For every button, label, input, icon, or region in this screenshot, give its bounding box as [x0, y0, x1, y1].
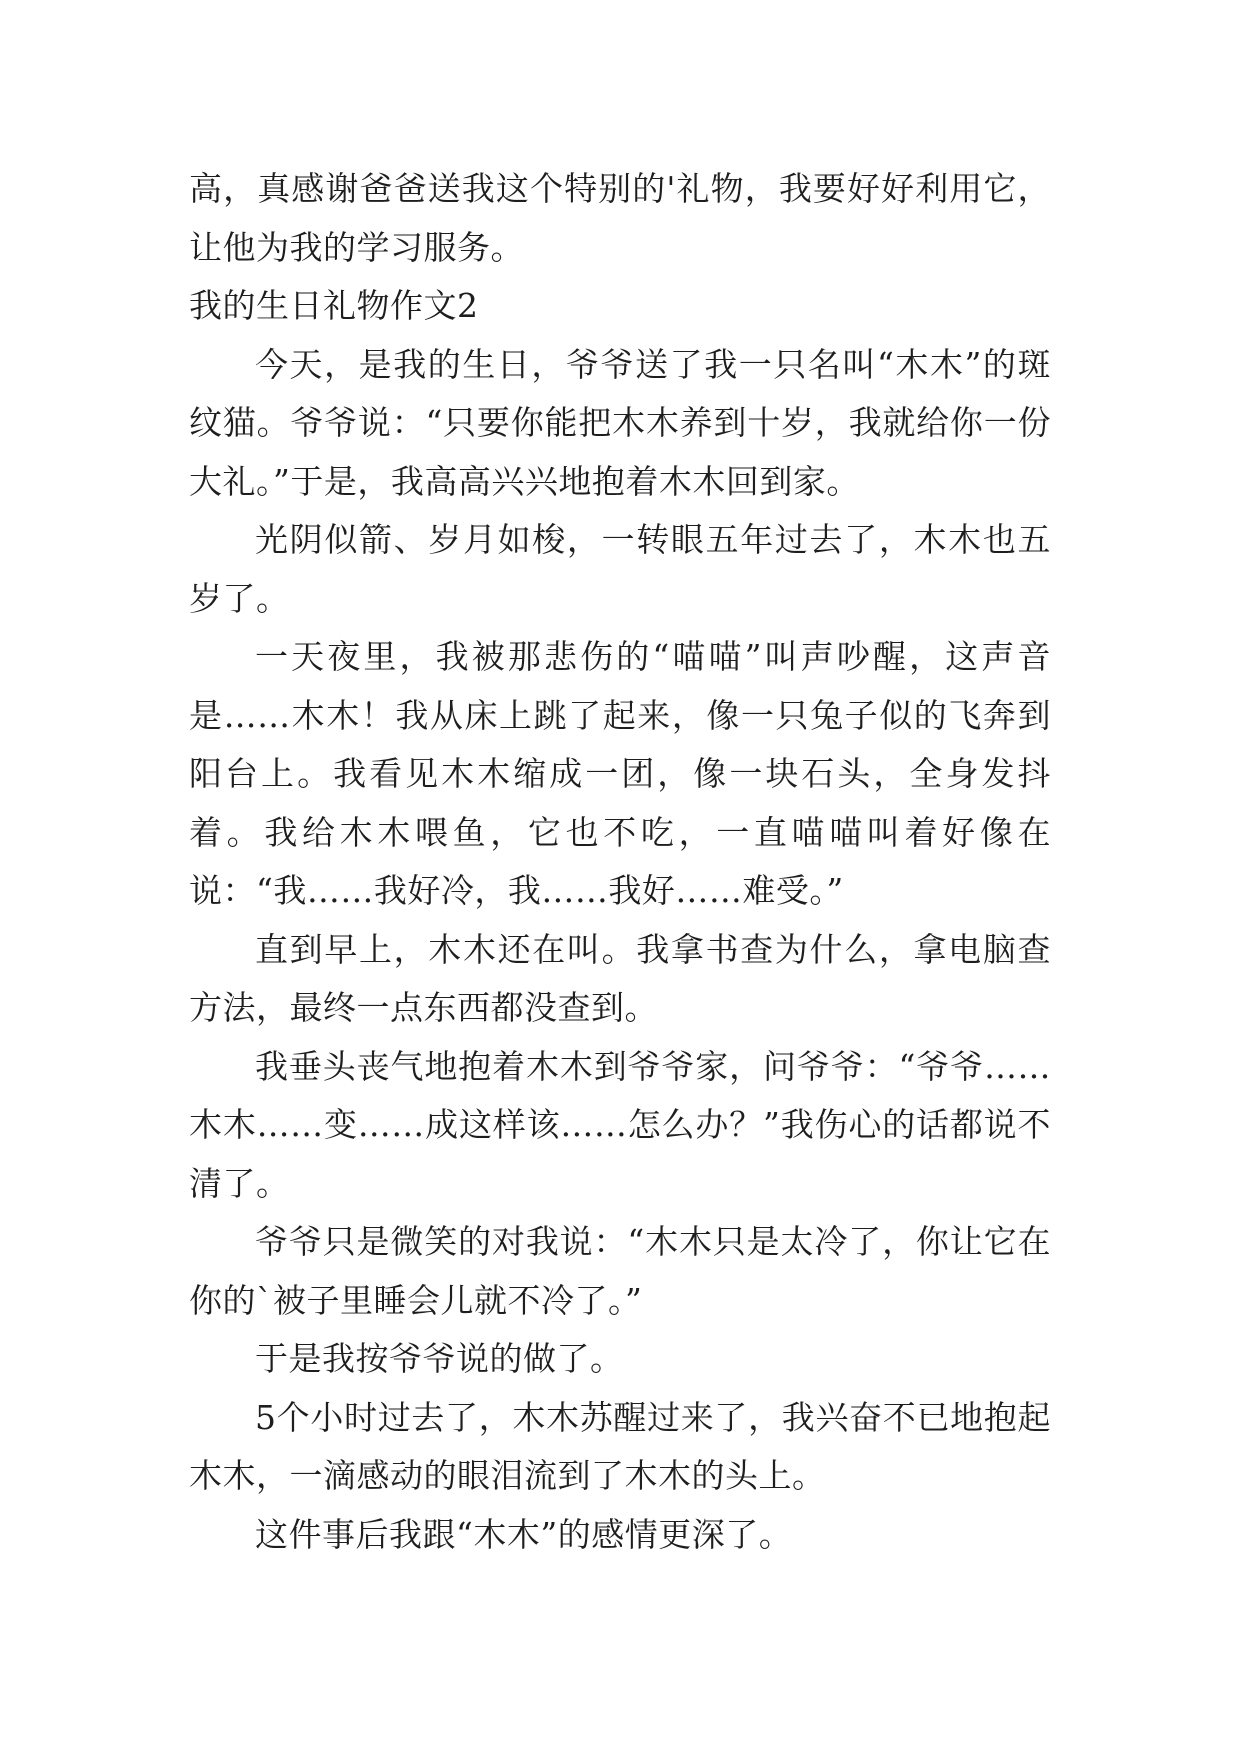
- paragraph: 这件事后我跟“木木”的感情更深了。: [255, 1514, 793, 1554]
- paragraph: 直到早上，木木还在叫。我拿书查为什么，拿电脑查方法，最终一点东西都没查到。: [189, 929, 1051, 1027]
- document-body: [189, 160, 1051, 1564]
- paragraph: 于是我按爷爷说的做了。: [255, 1339, 624, 1378]
- paragraph: 我垂头丧气地抱着木木到爷爷家，问爷爷：“爷爷……木木……变……成这样该……怎么办？”我伤心的话都说不清了。: [189, 1046, 1051, 1203]
- paragraph: 光阴似箭、岁月如梭，一转眼五年过去了，木木也五岁了。: [189, 520, 1051, 618]
- paragraph: 今天，是我的生日，爷爷送了我一只名叫“木木”的斑纹猫。爷爷说：“只要你能把木木养到十岁，我就给你一份大礼。”于是，我高高兴兴地抱着木木回到家。: [189, 344, 1051, 501]
- paragraph: 5个小时过去了，木木苏醒过来了，我兴奋不已地抱起木木，一滴感动的眼泪流到了木木的头上。: [189, 1397, 1051, 1495]
- paragraph: 爷爷只是微笑的对我说：“木木只是太冷了，你让它在你的`被子里睡会儿就不冷了。”: [189, 1222, 1051, 1320]
- paragraph: 一天夜里，我被那悲伤的“喵喵”叫声吵醒，这声音是……木木！我从床上跳了起来，像一只兔子似的飞奔到阳台上。我看见木木缩成一团，像一块石头，全身发抖着。我给木木喂鱼，它也不吃，一直喵喵叫着好像在说：“我……我好冷，我……我好……难受。”: [189, 637, 1051, 910]
- section-heading: 我的生日礼物作文2: [189, 286, 479, 325]
- paragraph-continuation: 高，真感谢爸爸送我这个特别的'礼物，我要好好利用它，让他为我的学习服务。: [189, 169, 1051, 267]
